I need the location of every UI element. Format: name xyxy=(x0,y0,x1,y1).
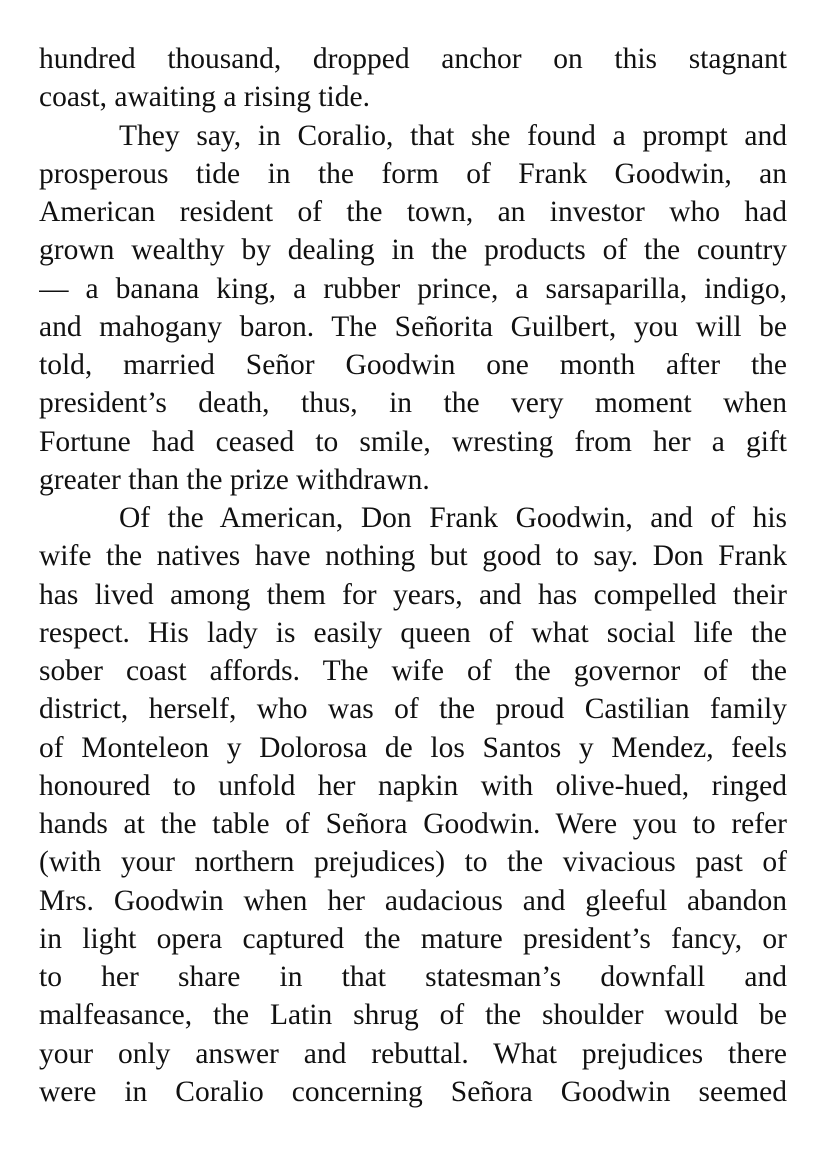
text-line: district, herself, who was of the proud Castilian family xyxy=(39,693,787,726)
text-line: Fortune had ceased to smile, wresting from her a gift xyxy=(39,425,787,458)
text-line: grown wealthy by dealing in the products of the country xyxy=(39,234,787,267)
text-line: and mahogany baron. The Señorita Guilbert, you will be xyxy=(39,310,787,343)
paragraph-first-line: They say, in Coralio, that she found a prompt and xyxy=(119,119,787,152)
text-line: coast, awaiting a rising tide. xyxy=(39,81,370,114)
text-line: were in Coralio concerning Señora Goodwin seemed xyxy=(39,1075,787,1108)
text-line: hundred thousand, dropped anchor on this stagnant xyxy=(39,43,787,75)
text-line: your only answer and rebuttal. What prejudices there xyxy=(39,1037,787,1070)
text-line: in light opera captured the mature president’s fancy, or xyxy=(39,922,787,955)
paragraph-first-line: Of the American, Don Frank Goodwin, and of his xyxy=(119,502,787,534)
text-line: Mrs. Goodwin when her audacious and gleeful abandon xyxy=(39,884,787,917)
text-line: sober coast affords. The wife of the governor of the xyxy=(39,655,787,687)
text-line: hands at the table of Señora Goodwin. Were you to refer xyxy=(39,808,787,840)
text-line: — a banana king, a rubber prince, a sarsaparilla, indigo, xyxy=(39,272,787,305)
text-line: president’s death, thus, in the very moment when xyxy=(39,387,787,420)
text-line: honoured to unfold her napkin with olive-hued, ringed xyxy=(39,769,787,802)
text-line: (with your northern prejudices) to the vivacious past of xyxy=(39,846,787,879)
text-line: malfeasance, the Latin shrug of the shoulder would be xyxy=(39,999,787,1032)
text-line: told, married Señor Goodwin one month after the xyxy=(39,349,787,381)
text-line: of Monteleon y Dolorosa de los Santos y Mendez, feels xyxy=(39,731,787,764)
text-line: has lived among them for years, and has compelled their xyxy=(39,578,787,611)
text-line: respect. His lady is easily queen of what social life the xyxy=(39,616,787,649)
page-body xyxy=(39,40,787,1111)
text-line: wife the natives have nothing but good to say. Don Frank xyxy=(39,540,787,573)
text-line: greater than the prize withdrawn. xyxy=(39,463,430,496)
text-line: to her share in that statesman’s downfall and xyxy=(39,961,787,993)
text-line: prosperous tide in the form of Frank Goodwin, an xyxy=(39,157,787,190)
text-line: American resident of the town, an investor who had xyxy=(39,196,787,228)
